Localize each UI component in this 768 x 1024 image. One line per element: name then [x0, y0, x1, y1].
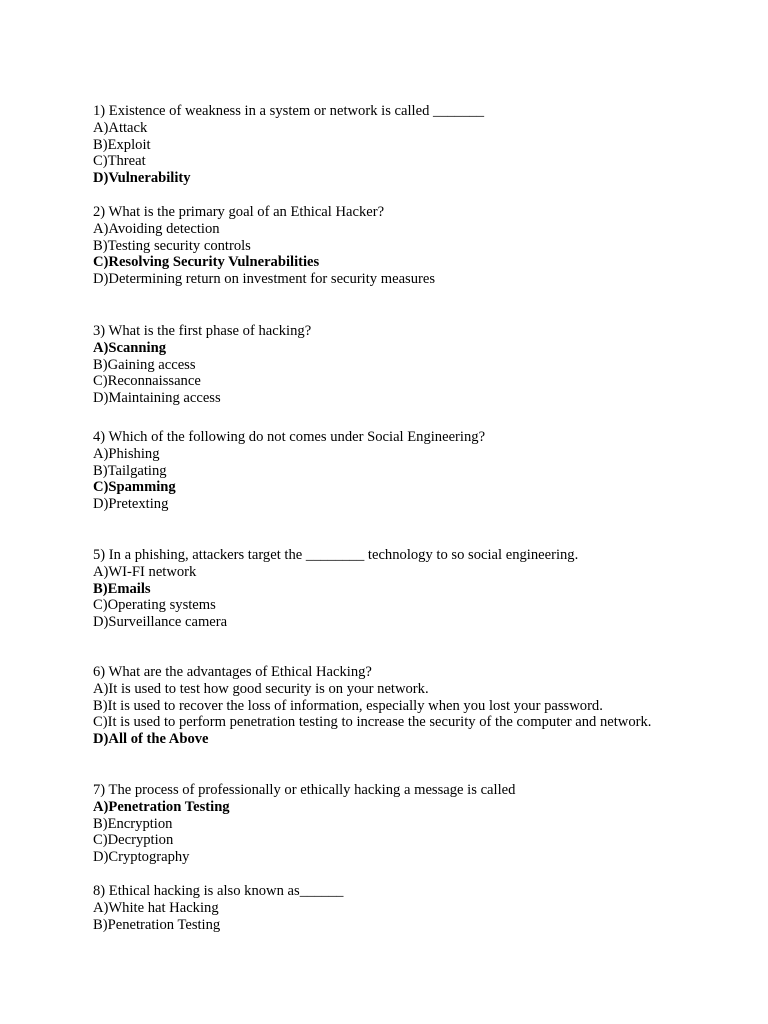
question-4: [93, 429, 653, 513]
option-c: C)Threat: [93, 153, 146, 170]
question-text: 2) What is the primary goal of an Ethical Hacker?: [93, 204, 385, 220]
option-a-correct: A)Scanning: [93, 339, 166, 356]
option-d: D)Maintaining access: [93, 390, 221, 407]
option-d: D)Cryptography: [93, 849, 190, 866]
option-a: A)White hat Hacking: [93, 899, 219, 916]
question-text: 8) Ethical hacking is also known as______: [93, 883, 344, 899]
question-5: [93, 547, 653, 631]
option-c: C)Reconnaissance: [93, 373, 201, 390]
question-text: 4) Which of the following do not comes under Social Engineering?: [93, 429, 486, 445]
option-b: B)Tailgating: [93, 462, 167, 479]
option-b: B)It is used to recover the loss of information, especially when you lost your password.: [93, 697, 603, 714]
option-b: B)Exploit: [93, 136, 151, 153]
option-c-correct: C)Resolving Security Vulnerabilities: [93, 254, 320, 271]
question-6: [93, 664, 653, 748]
question-1: [93, 103, 653, 187]
option-a: A)Attack: [93, 119, 148, 136]
question-text: 5) In a phishing, attackers target the ________ technology to so social engineering.: [93, 547, 579, 563]
option-d: D)Determining return on investment for security measures: [93, 271, 436, 288]
option-c: C)Operating systems: [93, 597, 216, 614]
question-7: [93, 782, 653, 866]
option-d: D)Surveillance camera: [93, 614, 228, 631]
question-8: [93, 883, 653, 933]
option-b: B)Encryption: [93, 815, 173, 832]
question-2: [93, 204, 653, 288]
option-a: A)It is used to test how good security is on your network.: [93, 680, 429, 697]
question-text: 3) What is the first phase of hacking?: [93, 323, 312, 339]
option-d-correct: D)All of the Above: [93, 731, 209, 748]
option-c: C)It is used to perform penetration testing to increase the security of the computer and network.: [93, 714, 652, 731]
question-3: [93, 323, 653, 407]
question-text: 7) The process of professionally or ethically hacking a message is called: [93, 782, 516, 798]
option-d-correct: D)Vulnerability: [93, 170, 191, 187]
option-d: D)Pretexting: [93, 496, 169, 513]
option-b: B)Testing security controls: [93, 237, 251, 254]
option-b: B)Gaining access: [93, 356, 196, 373]
option-a: A)Avoiding detection: [93, 220, 220, 237]
option-a-correct: A)Penetration Testing: [93, 798, 230, 815]
option-c-correct: C)Spamming: [93, 479, 176, 496]
question-text: 6) What are the advantages of Ethical Hacking?: [93, 664, 372, 680]
option-a: A)Phishing: [93, 445, 160, 462]
option-a: A)WI-FI network: [93, 563, 197, 580]
question-text: 1) Existence of weakness in a system or network is called _______: [93, 103, 485, 119]
option-c: C)Decryption: [93, 832, 174, 849]
option-b-correct: B)Emails: [93, 580, 151, 597]
option-b: B)Penetration Testing: [93, 916, 221, 933]
